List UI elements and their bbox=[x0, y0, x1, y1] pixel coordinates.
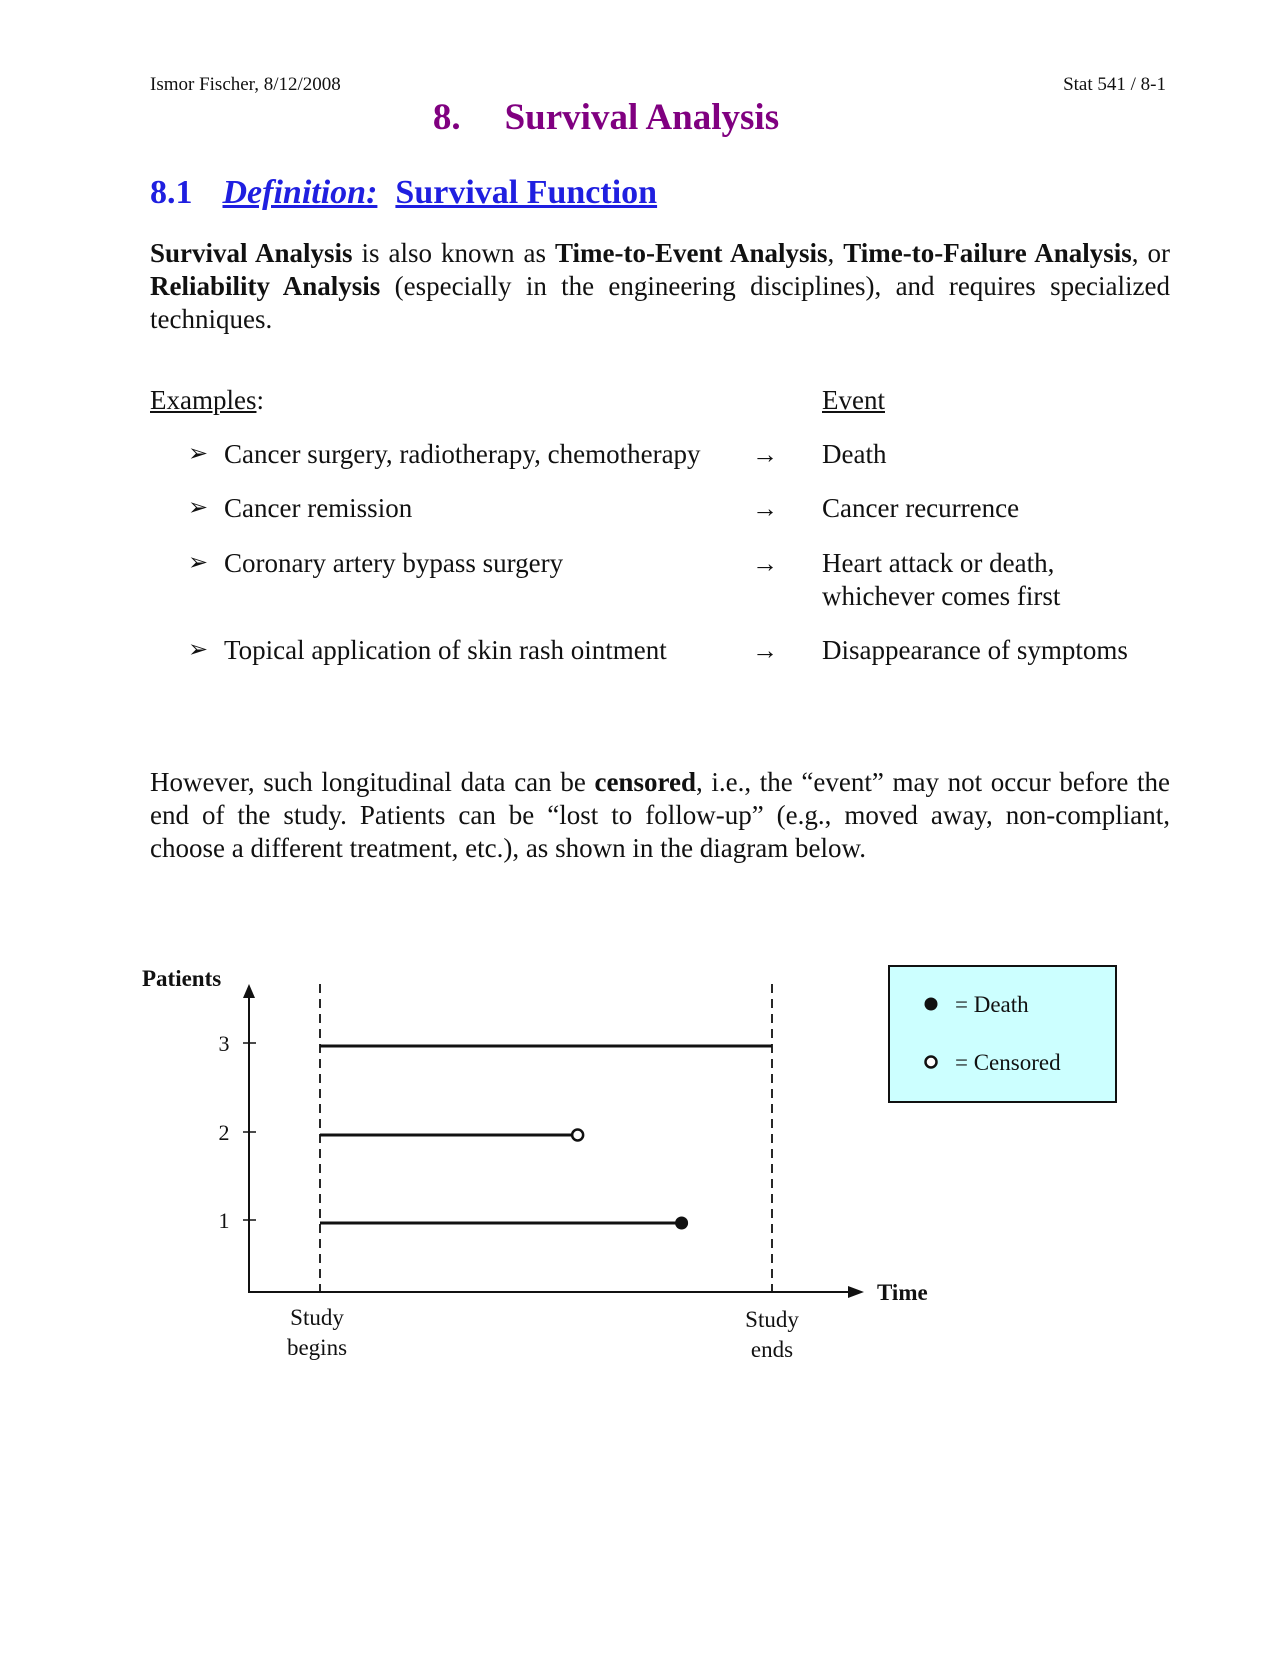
example-event: Death bbox=[822, 439, 887, 469]
right-arrow-icon: → bbox=[752, 494, 778, 523]
legend-censored-icon bbox=[926, 1057, 937, 1068]
legend-death-icon bbox=[925, 998, 938, 1011]
y-axis-label: Patients bbox=[142, 966, 222, 991]
section-number: 8.1 bbox=[150, 174, 193, 211]
right-arrow-icon: → bbox=[752, 440, 778, 469]
death-marker-icon bbox=[675, 1217, 688, 1230]
intro-text: , or bbox=[1131, 238, 1171, 268]
censored-marker-icon bbox=[572, 1130, 583, 1141]
term-time-to-event: Time-to-Event Analysis bbox=[555, 238, 828, 268]
legend-censored-label: = Censored bbox=[955, 1050, 1061, 1075]
example-cause: Topical application of skin rash ointment bbox=[224, 635, 667, 665]
term-time-to-failure: Time-to-Failure Analysis bbox=[843, 238, 1132, 268]
bullet-arrow-icon: ➢ bbox=[188, 550, 209, 576]
legend-box bbox=[889, 966, 1116, 1102]
definition-label: Definition: bbox=[222, 174, 378, 211]
event-label: Event bbox=[822, 385, 885, 415]
chapter-number: 8. bbox=[432, 97, 461, 138]
intro-text: , bbox=[827, 238, 844, 268]
y-axis-arrowhead-icon bbox=[243, 984, 255, 998]
y-tick-label: 2 bbox=[218, 1120, 230, 1145]
section-title-text: Survival Function bbox=[395, 174, 658, 211]
page-header-right: Stat 541 / 8-1 bbox=[1063, 74, 1166, 95]
legend-death-label: = Death bbox=[955, 992, 1029, 1017]
examples-colon: : bbox=[256, 385, 264, 415]
example-event: Cancer recurrence bbox=[822, 493, 1020, 523]
example-cause: Cancer remission bbox=[224, 493, 413, 523]
term-censored: censored bbox=[594, 767, 696, 797]
term-reliability-analysis: Reliability Analysis bbox=[150, 271, 381, 301]
study-begins-label-line2: begins bbox=[286, 1335, 348, 1360]
page-header-left: Ismor Fischer, 8/12/2008 bbox=[150, 74, 341, 95]
right-arrow-icon: → bbox=[752, 549, 778, 578]
example-event: Heart attack or death, whichever comes first bbox=[822, 548, 1061, 611]
example-cause: Coronary artery bypass surgery bbox=[224, 548, 564, 578]
example-cause: Cancer surgery, radiotherapy, chemotherapy bbox=[224, 439, 701, 469]
term-survival-analysis: Survival Analysis bbox=[150, 238, 353, 268]
study-ends-label-line1: Study bbox=[745, 1307, 799, 1332]
study-ends-label-line2: ends bbox=[750, 1337, 794, 1362]
x-axis-arrowhead-icon bbox=[848, 1286, 864, 1298]
bullet-arrow-icon: ➢ bbox=[188, 495, 209, 521]
intro-text: (especially in the engineering disciplines), and requires specialized techniques. bbox=[150, 271, 1170, 334]
chapter-title-text: Survival Analysis bbox=[504, 97, 780, 138]
x-axis-label: Time bbox=[877, 1280, 928, 1305]
bullet-arrow-icon: ➢ bbox=[188, 441, 209, 467]
examples-label: Examples bbox=[150, 385, 257, 415]
y-tick-label: 3 bbox=[218, 1031, 230, 1056]
censoring-text: However, such longitudinal data can be bbox=[150, 767, 595, 797]
example-event: Disappearance of symptoms bbox=[822, 635, 1128, 665]
right-arrow-icon: → bbox=[752, 636, 778, 665]
intro-text: is also known as bbox=[352, 238, 556, 268]
study-begins-label-line1: Study bbox=[290, 1305, 344, 1330]
censoring-text: , i.e., the “event” may not occur before the end of the study. Patients can be “lost to follow-up” (e.g., moved away, non-compliant, choose a different treatment, etc.), as shown in the diagram below. bbox=[150, 767, 1170, 863]
bullet-arrow-icon: ➢ bbox=[188, 637, 209, 663]
y-tick-label: 1 bbox=[218, 1208, 230, 1233]
